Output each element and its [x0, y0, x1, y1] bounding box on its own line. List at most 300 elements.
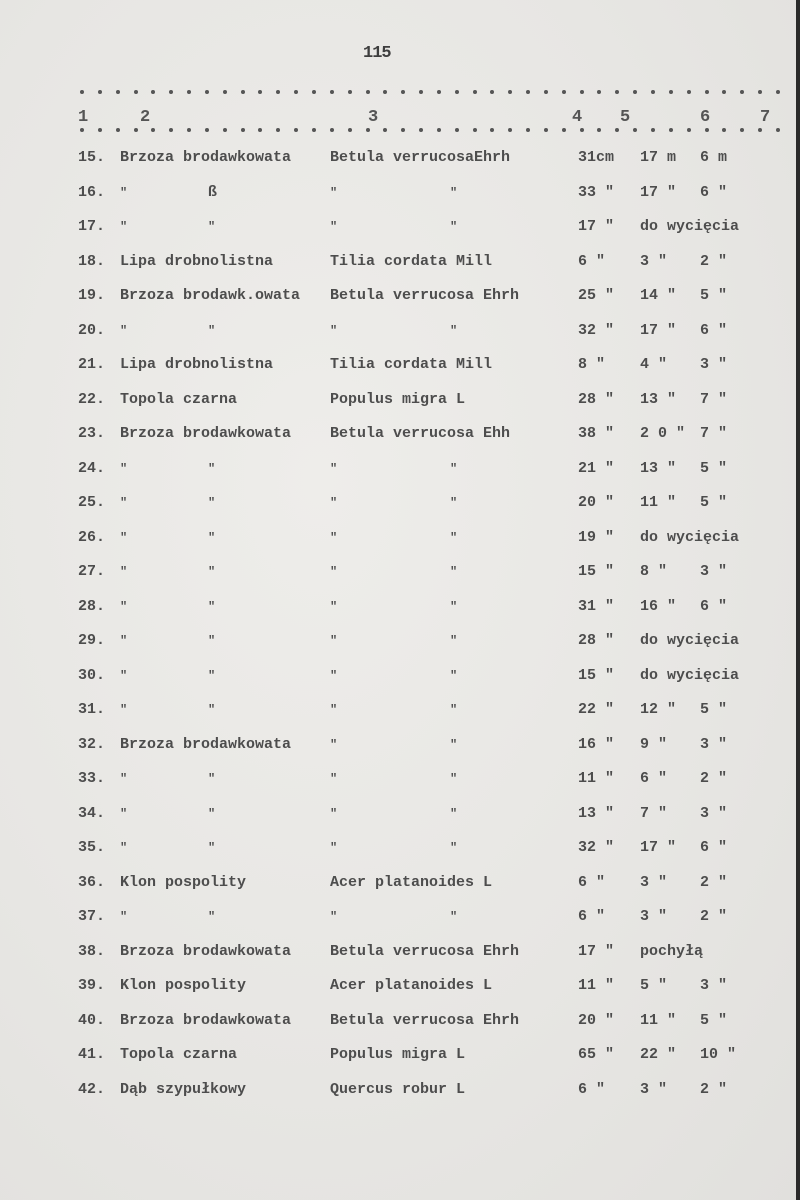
dot — [526, 90, 530, 94]
crown: 5 " — [700, 701, 728, 718]
polish-name-ditto: " — [208, 496, 216, 510]
latin-name: " — [330, 323, 338, 338]
dot — [776, 128, 780, 132]
latin-name-ditto: " — [450, 461, 458, 476]
dot — [615, 90, 619, 94]
row-number: 29. — [78, 632, 106, 649]
dot — [740, 128, 744, 132]
crown: 6 " — [700, 321, 728, 339]
height: 17 m — [640, 149, 677, 166]
height: 11 " — [640, 494, 677, 511]
dot — [151, 128, 155, 132]
table-row — [0, 1042, 796, 1077]
dotted-rule-top — [80, 88, 780, 96]
dot — [241, 90, 245, 94]
diameter: 17 " — [578, 218, 615, 235]
dot — [383, 128, 387, 132]
dot — [330, 90, 334, 94]
dot — [348, 90, 352, 94]
latin-name: Acer platanoides L — [330, 977, 493, 994]
dot — [615, 128, 619, 132]
row-number: 40. — [78, 1011, 106, 1029]
row-number: 31. — [78, 701, 106, 718]
polish-name: " — [120, 185, 128, 200]
height: 3 " — [640, 1080, 668, 1098]
polish-name-ditto: " — [208, 772, 216, 786]
table-row — [0, 490, 796, 525]
dot — [330, 128, 334, 132]
latin-name: " — [330, 772, 338, 786]
dot — [597, 90, 601, 94]
crown: 6 " — [700, 597, 728, 615]
latin-name-ditto: " — [450, 737, 458, 752]
crown: 3 " — [700, 804, 728, 822]
latin-name-ditto: " — [450, 565, 458, 579]
diameter: 11 " — [578, 977, 615, 994]
polish-name: Brzoza brodawk.owata — [120, 287, 301, 304]
latin-name: Betula verrucosa Ehrh — [330, 287, 520, 304]
polish-name-ditto: " — [208, 634, 216, 648]
diameter: 21 " — [578, 459, 615, 477]
latin-name: Tilia cordata Mill — [330, 356, 493, 373]
polish-name-ditto: " — [208, 323, 216, 338]
polish-name: " — [120, 565, 128, 579]
dot — [383, 90, 387, 94]
dot — [705, 128, 709, 132]
dot — [116, 90, 120, 94]
crown: 7 " — [700, 390, 728, 408]
crown: 3 " — [700, 563, 728, 580]
latin-name-ditto: " — [450, 185, 458, 200]
dot — [312, 128, 316, 132]
height: 3 " — [640, 873, 668, 891]
crown: 5 " — [700, 494, 728, 511]
height: 17 " — [640, 183, 677, 201]
dot — [740, 90, 744, 94]
height: 13 " — [640, 459, 677, 477]
dot — [526, 128, 530, 132]
polish-name: " — [120, 806, 128, 821]
dot — [722, 90, 726, 94]
dot — [134, 128, 138, 132]
table-row — [0, 283, 796, 318]
latin-name: " — [330, 806, 338, 821]
dot — [633, 90, 637, 94]
row-number: 20. — [78, 321, 106, 339]
dot — [580, 90, 584, 94]
row-number: 33. — [78, 770, 106, 787]
dot — [437, 128, 441, 132]
row-number: 42. — [78, 1080, 106, 1098]
diameter: 16 " — [578, 735, 615, 753]
latin-name: " — [330, 841, 338, 855]
latin-name-ditto: " — [450, 703, 458, 717]
polish-name-ditto: " — [208, 806, 216, 821]
diameter: 11 " — [578, 770, 615, 787]
crown: 3 " — [700, 735, 728, 753]
diameter: 32 " — [578, 321, 615, 339]
latin-name: " — [330, 668, 338, 683]
polish-name: Brzoza brodawkowata — [120, 1011, 292, 1029]
dot — [508, 90, 512, 94]
row-number: 24. — [78, 459, 106, 477]
dot — [669, 90, 673, 94]
latin-name: " — [330, 910, 338, 924]
polish-name: " — [120, 461, 128, 476]
dot — [544, 90, 548, 94]
latin-name-ditto: " — [450, 841, 458, 855]
polish-name: " — [120, 910, 128, 924]
column-number-3: 3 — [368, 108, 379, 127]
height: 11 " — [640, 1011, 677, 1029]
dot — [722, 128, 726, 132]
latin-name-ditto: " — [450, 910, 458, 924]
polish-name: Brzoza brodawkowata — [120, 425, 292, 442]
dot — [473, 90, 477, 94]
dot — [169, 128, 173, 132]
latin-name: " — [330, 565, 338, 579]
dot — [223, 128, 227, 132]
row-number: 39. — [78, 977, 106, 994]
height: 13 " — [640, 390, 677, 408]
latin-name-ditto: " — [450, 220, 458, 234]
dot — [348, 128, 352, 132]
table-row — [0, 801, 796, 836]
dot — [80, 128, 84, 132]
table-row — [0, 145, 796, 180]
diameter: 20 " — [578, 494, 615, 511]
row-number: 19. — [78, 287, 106, 304]
crown: 6 " — [700, 839, 728, 856]
diameter: 33 " — [578, 183, 615, 201]
diameter: 28 " — [578, 390, 615, 408]
dot — [312, 90, 316, 94]
latin-name: Populus migra L — [330, 1046, 466, 1063]
diameter: 25 " — [578, 287, 615, 304]
remark: do wycięcia — [640, 666, 740, 684]
latin-name-ditto: " — [450, 530, 458, 545]
dot — [169, 90, 173, 94]
diameter: 15 " — [578, 666, 615, 684]
diameter: 38 " — [578, 425, 615, 442]
dot — [651, 90, 655, 94]
dot — [187, 90, 191, 94]
latin-name: " — [330, 599, 338, 614]
column-number-5: 5 — [620, 108, 631, 127]
table-row — [0, 456, 796, 491]
latin-name: " — [330, 737, 338, 752]
table-row — [0, 870, 796, 905]
polish-name-ditto: " — [208, 530, 216, 545]
latin-name-ditto: " — [450, 806, 458, 821]
polish-name-ditto: " — [208, 910, 216, 924]
dot — [669, 128, 673, 132]
polish-name: " — [120, 496, 128, 510]
row-number: 26. — [78, 528, 106, 546]
column-number-4: 4 — [572, 108, 583, 127]
dot — [98, 90, 102, 94]
latin-name: " — [330, 530, 338, 545]
row-number: 36. — [78, 873, 106, 891]
dot — [276, 90, 280, 94]
dot — [419, 90, 423, 94]
diameter: 32 " — [578, 839, 615, 856]
diameter: 13 " — [578, 804, 615, 822]
dot — [401, 90, 405, 94]
table-row — [0, 1008, 796, 1043]
row-number: 18. — [78, 252, 106, 270]
table-row — [0, 973, 796, 1008]
row-number: 34. — [78, 804, 106, 822]
latin-name: " — [330, 703, 338, 717]
polish-name: " — [120, 599, 128, 614]
height: 8 " — [640, 563, 668, 580]
table-row — [0, 387, 796, 422]
dot — [294, 128, 298, 132]
dot — [223, 90, 227, 94]
remark: do wycięcia — [640, 632, 740, 649]
latin-name: Betula verrucosa Ehrh — [330, 1011, 520, 1029]
dot — [562, 128, 566, 132]
latin-name: Populus migra L — [330, 390, 466, 408]
row-number: 22. — [78, 390, 106, 408]
polish-name: Brzoza brodawkowata — [120, 149, 292, 166]
diameter: 28 " — [578, 632, 615, 649]
dot — [633, 128, 637, 132]
polish-name-ditto: " — [208, 599, 216, 614]
table-row — [0, 421, 796, 456]
dot — [758, 90, 762, 94]
table-row — [0, 904, 796, 939]
latin-name-ditto: " — [450, 599, 458, 614]
crown: 2 " — [700, 770, 728, 787]
row-number: 28. — [78, 597, 106, 615]
row-number: 27. — [78, 563, 106, 580]
table-row — [0, 628, 796, 663]
row-number: 17. — [78, 218, 106, 235]
crown: 5 " — [700, 1011, 728, 1029]
page-number: 115 — [363, 44, 391, 63]
row-number: 32. — [78, 735, 106, 753]
dot — [134, 90, 138, 94]
column-number-1: 1 — [78, 108, 89, 127]
table-row — [0, 594, 796, 629]
table-row — [0, 180, 796, 215]
dot — [205, 128, 209, 132]
dot — [597, 128, 601, 132]
dotted-rule-bottom — [80, 126, 780, 134]
dot — [437, 90, 441, 94]
row-number: 41. — [78, 1046, 106, 1063]
table-row — [0, 214, 796, 249]
dot — [116, 128, 120, 132]
latin-name: Tilia cordata Mill — [330, 252, 493, 270]
polish-name: " — [120, 703, 128, 717]
row-number: 21. — [78, 356, 106, 373]
polish-name: Brzoza brodawkowata — [120, 942, 292, 960]
height: 17 " — [640, 321, 677, 339]
dot — [508, 128, 512, 132]
crown: 2 " — [700, 252, 728, 270]
height: 17 " — [640, 839, 677, 856]
height: 14 " — [640, 287, 677, 304]
height: 2 0 " — [640, 425, 686, 442]
polish-name: " — [120, 668, 128, 683]
dot — [241, 128, 245, 132]
dot — [187, 128, 191, 132]
row-number: 25. — [78, 494, 106, 511]
crown: 5 " — [700, 459, 728, 477]
dot — [562, 90, 566, 94]
latin-name: Quercus robur L — [330, 1080, 466, 1098]
dot — [776, 90, 780, 94]
polish-name: Dąb szypułkowy — [120, 1080, 247, 1098]
tree-table — [0, 145, 796, 1111]
dot — [651, 128, 655, 132]
polish-name: " — [120, 220, 128, 234]
table-row — [0, 1077, 796, 1112]
polish-name: Lipa drobnolistna — [120, 252, 274, 270]
dot — [544, 128, 548, 132]
latin-name-ditto: " — [450, 772, 458, 786]
table-row — [0, 352, 796, 387]
crown: 7 " — [700, 425, 728, 442]
polish-name-ditto: " — [208, 220, 216, 234]
height: 12 " — [640, 701, 677, 718]
crown: 10 " — [700, 1046, 737, 1063]
table-row — [0, 697, 796, 732]
crown: 6 m — [700, 149, 728, 166]
diameter: 6 " — [578, 252, 606, 270]
height: 16 " — [640, 597, 677, 615]
row-number: 23. — [78, 425, 106, 442]
dot — [419, 128, 423, 132]
polish-name: " — [120, 772, 128, 786]
dot — [258, 90, 262, 94]
row-number: 37. — [78, 908, 106, 925]
row-number: 30. — [78, 666, 106, 684]
dot — [580, 128, 584, 132]
height: 6 " — [640, 770, 668, 787]
diameter: 22 " — [578, 701, 615, 718]
dot — [473, 128, 477, 132]
dot — [490, 128, 494, 132]
polish-name: " — [120, 634, 128, 648]
dot — [758, 128, 762, 132]
polish-name-ditto: " — [208, 703, 216, 717]
column-number-6: 6 — [700, 108, 711, 127]
dot — [276, 128, 280, 132]
crown: 3 " — [700, 977, 728, 994]
column-number-2: 2 — [140, 108, 151, 127]
height: 3 " — [640, 252, 668, 270]
diameter: 6 " — [578, 873, 606, 891]
latin-name-ditto: " — [450, 323, 458, 338]
diameter: 15 " — [578, 563, 615, 580]
table-row — [0, 249, 796, 284]
dot — [490, 90, 494, 94]
height: 3 " — [640, 908, 668, 925]
crown: 6 " — [700, 183, 728, 201]
polish-name: " — [120, 530, 128, 545]
table-row — [0, 525, 796, 560]
latin-name: " — [330, 185, 338, 200]
polish-name: Brzoza brodawkowata — [120, 735, 292, 753]
crown: 5 " — [700, 287, 728, 304]
crown: 2 " — [700, 1080, 728, 1098]
remark: do wycięcia — [640, 528, 740, 546]
dot — [705, 90, 709, 94]
latin-name: " — [330, 496, 338, 510]
dot — [455, 128, 459, 132]
remark: pochyłą — [640, 942, 704, 960]
height: 7 " — [640, 804, 668, 822]
latin-name: Betula verrucosaEhrh — [330, 149, 511, 166]
scan-edge — [796, 0, 800, 1200]
table-row — [0, 766, 796, 801]
dot — [687, 90, 691, 94]
polish-name-ditto: " — [208, 565, 216, 579]
dot — [258, 128, 262, 132]
dot — [366, 128, 370, 132]
latin-name: Acer platanoides L — [330, 873, 493, 891]
diameter: 17 " — [578, 942, 615, 960]
diameter: 19 " — [578, 528, 615, 546]
polish-name: Lipa drobnolistna — [120, 356, 274, 373]
height: 4 " — [640, 356, 668, 373]
diameter: 6 " — [578, 1080, 606, 1098]
crown: 2 " — [700, 873, 728, 891]
diameter: 31cm — [578, 149, 615, 166]
dot — [455, 90, 459, 94]
diameter: 65 " — [578, 1046, 615, 1063]
diameter: 20 " — [578, 1011, 615, 1029]
row-number: 35. — [78, 839, 106, 856]
height: 5 " — [640, 977, 668, 994]
latin-name: " — [330, 220, 338, 234]
diameter: 6 " — [578, 908, 606, 925]
latin-name-ditto: " — [450, 496, 458, 510]
latin-name: " — [330, 461, 338, 476]
latin-name-ditto: " — [450, 668, 458, 683]
table-row — [0, 939, 796, 974]
dot — [98, 128, 102, 132]
table-row — [0, 318, 796, 353]
row-number: 38. — [78, 942, 106, 960]
remark: do wycięcia — [640, 218, 740, 235]
table-row — [0, 663, 796, 698]
dot — [294, 90, 298, 94]
diameter: 31 " — [578, 597, 615, 615]
dot — [687, 128, 691, 132]
table-row — [0, 835, 796, 870]
polish-name: Klon pospolity — [120, 873, 247, 891]
row-number: 16. — [78, 183, 106, 201]
dot — [205, 90, 209, 94]
column-number-7: 7 — [760, 108, 771, 127]
dot — [80, 90, 84, 94]
dot — [366, 90, 370, 94]
latin-name: Betula verrucosa Ehh — [330, 425, 511, 442]
polish-name: " — [120, 323, 128, 338]
latin-name-ditto: " — [450, 634, 458, 648]
table-row — [0, 559, 796, 594]
polish-name-ditto: " — [208, 841, 216, 855]
polish-name: Topola czarna — [120, 390, 238, 408]
latin-name: Betula verrucosa Ehrh — [330, 942, 520, 960]
polish-name: " — [120, 841, 128, 855]
polish-name-ditto: " — [208, 668, 216, 683]
